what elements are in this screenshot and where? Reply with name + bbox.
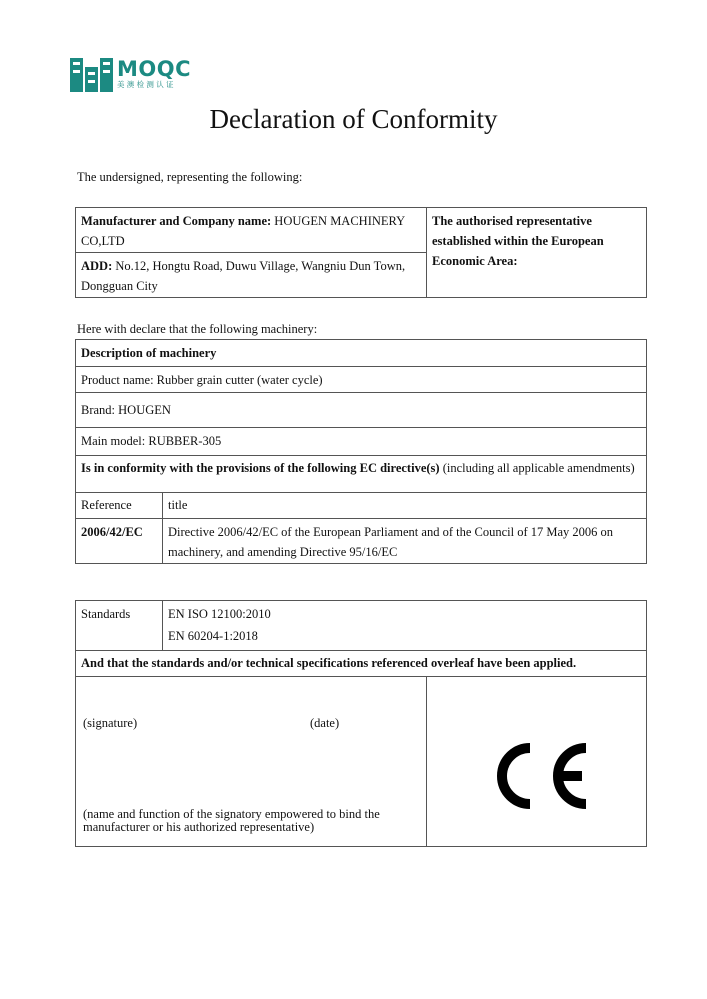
moqc-logo-icon xyxy=(70,58,114,92)
row-divider xyxy=(75,518,647,519)
address-value: No.12, Hongtu Road, Duwu Village, Wangniu Dun Town, Dongguan City xyxy=(81,259,406,293)
description-header: Description of machinery xyxy=(81,346,217,360)
company-table-divider xyxy=(426,207,427,298)
page-title: Declaration of Conformity xyxy=(209,104,498,134)
manufacturer-cell xyxy=(81,211,421,251)
date-label: (date) xyxy=(310,716,340,730)
address-cell xyxy=(81,256,421,296)
logo-subtitle: 美澳检测认证 xyxy=(117,80,176,89)
manufacturer-label: Manufacturer and Company name: xyxy=(81,214,272,228)
manufacturer-value: HOUGEN MACHINERY CO,LTD xyxy=(81,214,405,248)
company-table-row-divider xyxy=(75,252,426,253)
column-divider xyxy=(162,492,163,564)
conformity-statement xyxy=(81,458,643,478)
row-divider xyxy=(75,366,647,367)
reference-label: Reference xyxy=(81,498,132,512)
logo-wordmark: MOQC xyxy=(117,57,192,81)
row-divider xyxy=(75,676,647,677)
row-divider xyxy=(75,427,647,428)
address-label: ADD: xyxy=(81,259,113,273)
row-divider xyxy=(75,650,647,651)
applied-statement: And that the standards and/or technical specifications referenced overleaf have been applied. xyxy=(81,656,577,670)
intro-text: The undersigned, representing the following: xyxy=(77,170,303,184)
directive-text: Directive 2006/42/EC of the European Parliament and of the Council of 17 May 2006 on machinery, and amending Directive 95/16/EC xyxy=(168,525,614,559)
column-divider xyxy=(162,600,163,650)
main-model: Main model: RUBBER-305 xyxy=(81,434,222,448)
declare-intro: Here with declare that the following machinery: xyxy=(77,322,318,336)
standard-2: EN 60204-1:2018 xyxy=(168,629,258,643)
standard-1: EN ISO 12100:2010 xyxy=(168,607,271,621)
signatory-note: (name and function of the signatory empowered to bind the manufacturer or his authorized representative) xyxy=(83,807,380,834)
authorised-rep-cell: The authorised representative established within the European Economic Area: xyxy=(432,214,604,268)
row-divider xyxy=(75,492,647,493)
conformity-statement-rest: (including all applicable amendments) xyxy=(442,461,635,475)
standards-label: Standards xyxy=(81,607,131,621)
brand: Brand: HOUGEN xyxy=(81,403,171,417)
column-divider xyxy=(426,676,427,847)
row-divider xyxy=(75,455,647,456)
directive-code: 2006/42/EC xyxy=(81,525,143,539)
ce-mark-icon xyxy=(486,740,590,812)
conformity-statement-bold: Is in conformity with the provisions of the following EC directive(s) xyxy=(81,461,440,475)
title-label: title xyxy=(168,498,188,512)
signature-label: (signature) xyxy=(83,716,138,730)
product-name: Product name: Rubber grain cutter (water cycle) xyxy=(81,373,323,387)
moqc-logo xyxy=(70,58,200,92)
row-divider xyxy=(75,392,647,393)
